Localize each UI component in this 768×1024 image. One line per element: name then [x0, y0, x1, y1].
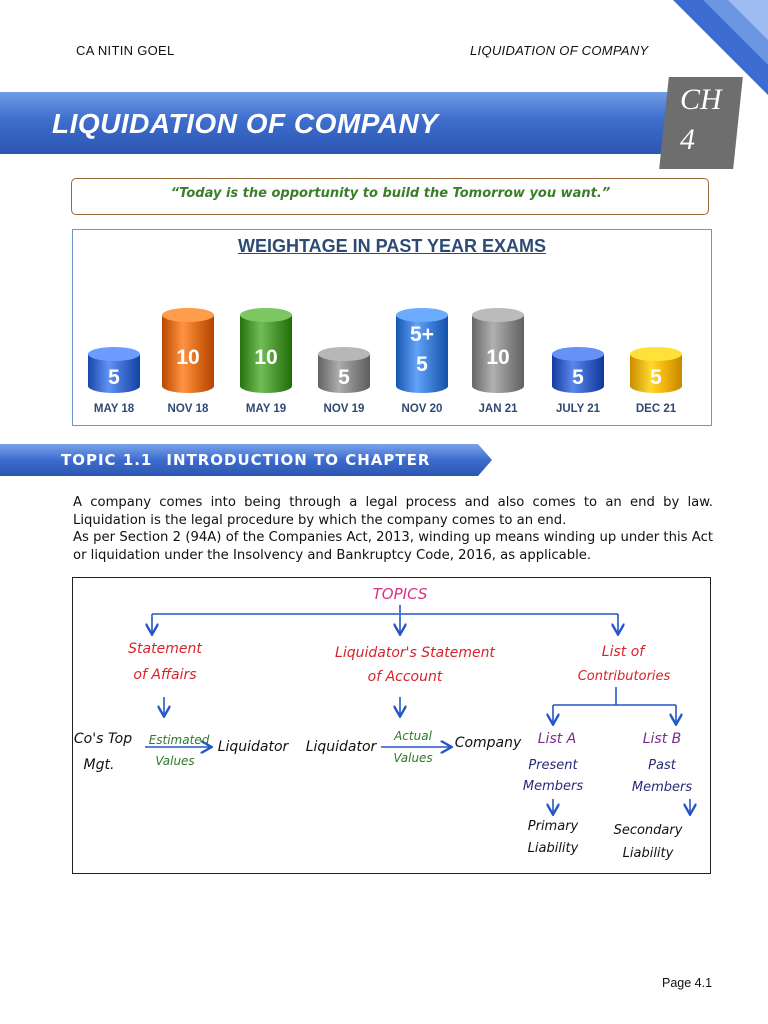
intro-line-1: A company comes into being through a legal process and also comes to an end by law. Liquidation is the legal procedure by which the company comes to an end.	[73, 495, 713, 528]
chart-value-label: 5	[650, 365, 662, 389]
branch2-arrow-bottom: Values	[393, 751, 433, 765]
chart-x-label: JULY 21	[555, 403, 601, 415]
topic-number: TOPIC 1.1	[61, 451, 153, 469]
chart-bar	[552, 354, 604, 393]
chart-title: WEIGHTAGE IN PAST YEAR EXAMS	[237, 236, 547, 256]
branch3-title-l1: List of	[601, 644, 645, 660]
chart-bar	[630, 354, 682, 393]
chart-x-label: NOV 20	[401, 403, 443, 415]
chart-x-label: JAN 21	[478, 403, 518, 415]
chart-value-label: 5+ 5	[410, 323, 434, 376]
chapter-badge-number: 4	[680, 123, 695, 156]
page-number: Page 4.1	[662, 976, 713, 990]
branch1-arrow-bottom: Values	[155, 754, 195, 768]
chart-value-label: 5	[338, 365, 350, 389]
chart-bar	[396, 315, 448, 393]
branch1-title-l1: Statement	[128, 641, 202, 657]
branch2-arrow-top: Actual	[394, 729, 432, 743]
chart-x-label: MAY 19	[245, 403, 287, 415]
list-b-desc-2: Members	[631, 780, 693, 795]
chart-x-label: NOV 19	[323, 403, 365, 415]
list-b-desc-1: Past	[648, 758, 676, 773]
chart-bar	[88, 354, 140, 393]
branch1-from: Co's Top	[73, 731, 133, 747]
branch2-to: Company	[454, 735, 522, 751]
branch1-to: Liquidator	[217, 739, 289, 755]
chart-bar	[162, 315, 214, 393]
chart-value-label: 5	[572, 365, 584, 389]
chart-value-label: 10	[176, 346, 200, 369]
diagram-root: TOPICS	[372, 585, 428, 603]
branch1-arrow-top: Estimated	[148, 733, 210, 747]
chart-x-label: MAY 18	[93, 403, 135, 415]
list-b-label: List B	[642, 731, 682, 747]
chart-x-label: NOV 18	[167, 403, 209, 415]
topic-heading	[61, 451, 444, 469]
chapter-badge-label: CH	[680, 83, 722, 116]
list-a-desc-2: Members	[522, 779, 584, 794]
header-author: CA NITIN GOEL	[76, 43, 175, 58]
chart-value-label: 10	[254, 346, 278, 369]
list-b-result-1: Secondary	[613, 823, 683, 838]
chapter-title: LIQUIDATION OF COMPANY	[52, 108, 439, 139]
chart-bar	[472, 315, 524, 393]
list-a-desc-1: Present	[528, 758, 578, 773]
list-b-result-2: Liability	[622, 846, 674, 861]
header-chapter-name: LIQUIDATION OF COMPANY	[470, 43, 649, 58]
list-a-result-1: Primary	[527, 819, 579, 834]
chapter-badge-text	[680, 80, 722, 160]
quote-text: “Today is the opportunity to build the Tomorrow you want.”	[170, 186, 611, 201]
branch1-title-l2: of Affairs	[133, 667, 197, 683]
list-a-result-2: Liability	[527, 841, 579, 856]
list-a-label: List A	[537, 731, 577, 747]
chart-bar	[240, 315, 292, 393]
chart-value-label: 5	[108, 365, 120, 389]
chart-value-label: 10	[486, 346, 510, 369]
chart-x-label: DEC 21	[635, 403, 677, 415]
branch2-from: Liquidator	[305, 739, 377, 755]
topic-title: INTRODUCTION TO CHAPTER	[166, 451, 431, 469]
intro-paragraph	[73, 494, 713, 564]
branch1-from-2: Mgt.	[83, 757, 115, 773]
branch3-title-l2: Contributories	[577, 669, 671, 684]
branch2-title-l1: Liquidator's Statement	[335, 645, 495, 661]
intro-line-2: As per Section 2 (94A) of the Companies Act, 2013, winding up means winding up under this Act or liquidation under the Insolvency and Bankruptcy Code, 2016, as applicable.	[73, 530, 713, 563]
branch2-title-l2: of Account	[367, 669, 443, 685]
chart-bar	[318, 354, 370, 393]
